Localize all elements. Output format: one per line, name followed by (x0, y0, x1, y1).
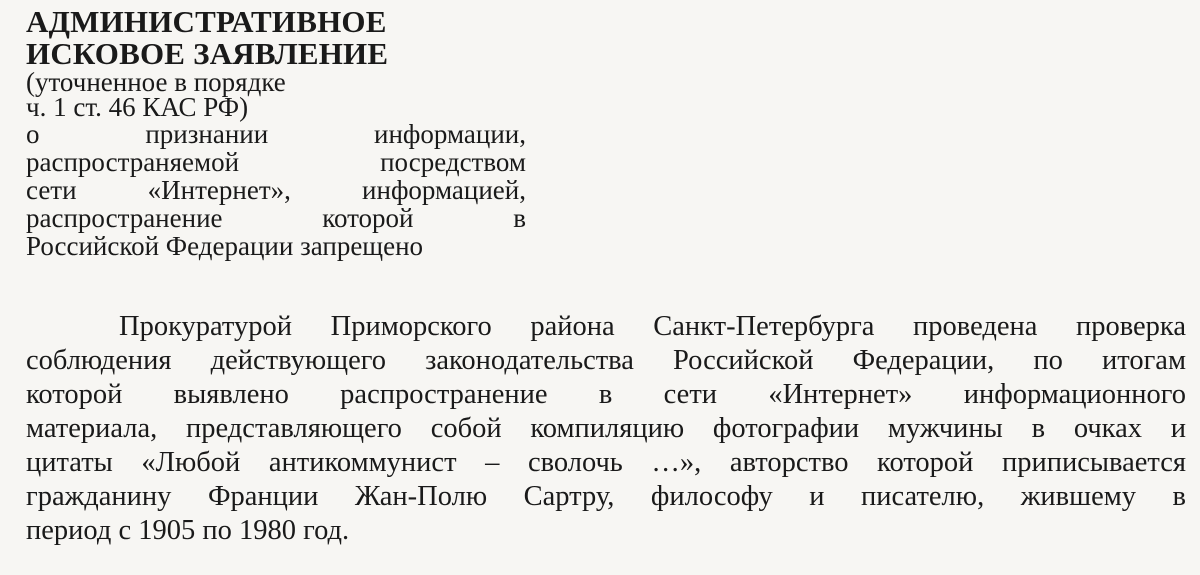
body-line-1: Прокуратурой Приморского района Санкт-Петербурга проведена проверка (119, 311, 1186, 342)
body-line-7: период с 1905 по 1980 год. (26, 515, 350, 546)
document-title-line-1: АДМИНИСТРАТИВНОЕ (26, 4, 387, 39)
subject-line-2: распространяемой посредством (26, 147, 526, 177)
body-line-6: гражданину Франции Жан-Полю Сартру, философу и писателю, жившему в (26, 481, 1186, 512)
document-title-line-2: ИСКОВОЕ ЗАЯВЛЕНИЕ (26, 36, 389, 71)
subject-line-1: о признании информации, (26, 119, 526, 149)
body-line-3: которой выявлено распространение в сети «Интернет» информационного (26, 379, 1186, 410)
clarification-line-2: ч. 1 ст. 46 КАС РФ) (26, 92, 249, 122)
subject-line-4: распространение которой в (26, 203, 526, 233)
body-line-2: соблюдения действующего законодательства Российской Федерации, по итогам (26, 345, 1186, 376)
subject-line-5: Российской Федерации запрещено (26, 231, 424, 261)
document-heading (26, 6, 526, 260)
body-paragraph (26, 310, 1186, 548)
body-line-5: цитаты «Любой антикоммунист – сволочь …», авторство которой приписывается (26, 447, 1186, 478)
subject-line-3: сети «Интернет», информацией, (26, 175, 526, 205)
body-line-4: материала, представляющего собой компиляцию фотографии мужчины в очках и (26, 413, 1186, 444)
clarification-line-1: (уточненное в порядке (26, 67, 286, 97)
